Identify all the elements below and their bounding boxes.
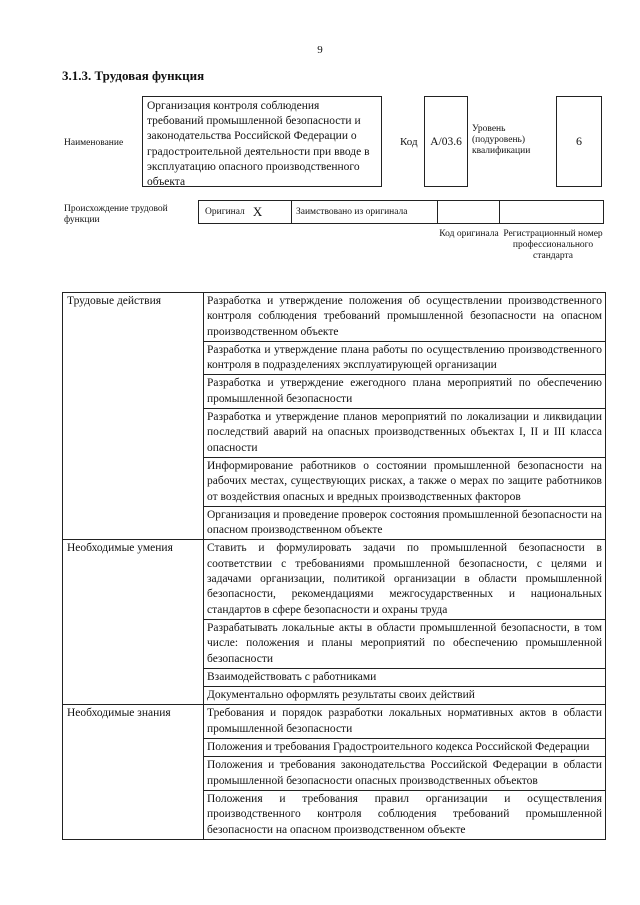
section-item: Разработка и утверждение положения об осуществлении производственного контроля соблюдения требований промышленной безопасности на опасном производственном объекте bbox=[204, 293, 606, 342]
section-item: Требования и порядок разработки локальных нормативных актов в области промышленной безопасности bbox=[204, 705, 606, 739]
name-label: Наименование bbox=[64, 138, 124, 148]
code-label: Код bbox=[400, 136, 418, 148]
original-code-caption: Код оригинала bbox=[439, 229, 499, 239]
page-number: 9 bbox=[317, 44, 323, 56]
origin-label: Происхождение трудовой функции bbox=[64, 204, 168, 225]
original-label: Оригинал bbox=[205, 207, 245, 217]
table-row bbox=[63, 540, 606, 619]
section-category: Необходимые умения bbox=[63, 540, 204, 705]
section-item: Документально оформлять результаты своих действий bbox=[204, 687, 606, 705]
origin-row bbox=[198, 200, 604, 224]
borrowed-cell: Заимствовано из оригинала bbox=[292, 200, 438, 224]
level-label: Уровень (подуровень) квалификации bbox=[472, 124, 531, 156]
original-cell bbox=[198, 200, 292, 224]
section-category: Необходимые знания bbox=[63, 705, 204, 839]
table-row bbox=[63, 705, 606, 739]
original-mark: X bbox=[252, 204, 263, 219]
function-name-box: Организация контроля соблюдения требований промышленной безопасности и законодательства Российской Федерации о градостроительной деятельности при вводе в эксплуатацию опасного производственного объекта bbox=[142, 96, 382, 187]
original-code-cell bbox=[438, 200, 500, 224]
section-item: Положения и требования правил организации и осуществления производственного контроля соблюдения требований промышленной безопасности на опасном производственном объекте bbox=[204, 790, 606, 839]
section-title: 3.1.3. Трудовая функция bbox=[62, 68, 205, 83]
level-value-box: 6 bbox=[556, 96, 602, 187]
section-item: Разработка и утверждение планов мероприятий по локализации и ликвидации последствий аварий на опасных производственных объектах I, II и III класса опасности bbox=[204, 409, 606, 458]
section-category: Трудовые действия bbox=[63, 293, 204, 540]
function-table bbox=[62, 292, 606, 840]
section-item: Разработка и утверждение плана работы по осуществлению производственного контроля в подразделениях эксплуатирующей организации bbox=[204, 341, 606, 375]
section-item: Положения и требования Градостроительного кодекса Российской Федерации bbox=[204, 739, 606, 757]
reg-number-caption: Регистрационный номер профессионального стандарта bbox=[503, 229, 603, 261]
section-item: Организация и проведение проверок состояния промышленной безопасности на опасном производственном объекте bbox=[204, 506, 606, 540]
code-value-box: А/03.6 bbox=[424, 96, 468, 187]
reg-number-cell bbox=[500, 200, 604, 224]
section-item: Ставить и формулировать задачи по промышленной безопасности в соответствии с требованиями промышленной безопасности, с целями и задачами организации, политикой организации в области промышленной безопасности, рекомендациями межгосударственных и национальных стандартов в сфере безопасности и охраны труда bbox=[204, 540, 606, 619]
section-item: Разрабатывать локальные акты в области промышленной безопасности, в том числе: положения и планы мероприятий по обеспечению промышленной безопасности bbox=[204, 619, 606, 668]
section-item: Взаимодействовать с работниками bbox=[204, 668, 606, 686]
section-item: Положения и требования законодательства Российской Федерации в области промышленной безопасности опасных производственных объектов bbox=[204, 757, 606, 791]
section-item: Разработка и утверждение ежегодного плана мероприятий по обеспечению промышленной безопасности bbox=[204, 375, 606, 409]
section-item: Информирование работников о состоянии промышленной безопасности на рабочих местах, существующих рисках, а также о мерах по защите работников от воздействия опасных и вредных производственных факторов bbox=[204, 457, 606, 506]
table-row bbox=[63, 293, 606, 342]
